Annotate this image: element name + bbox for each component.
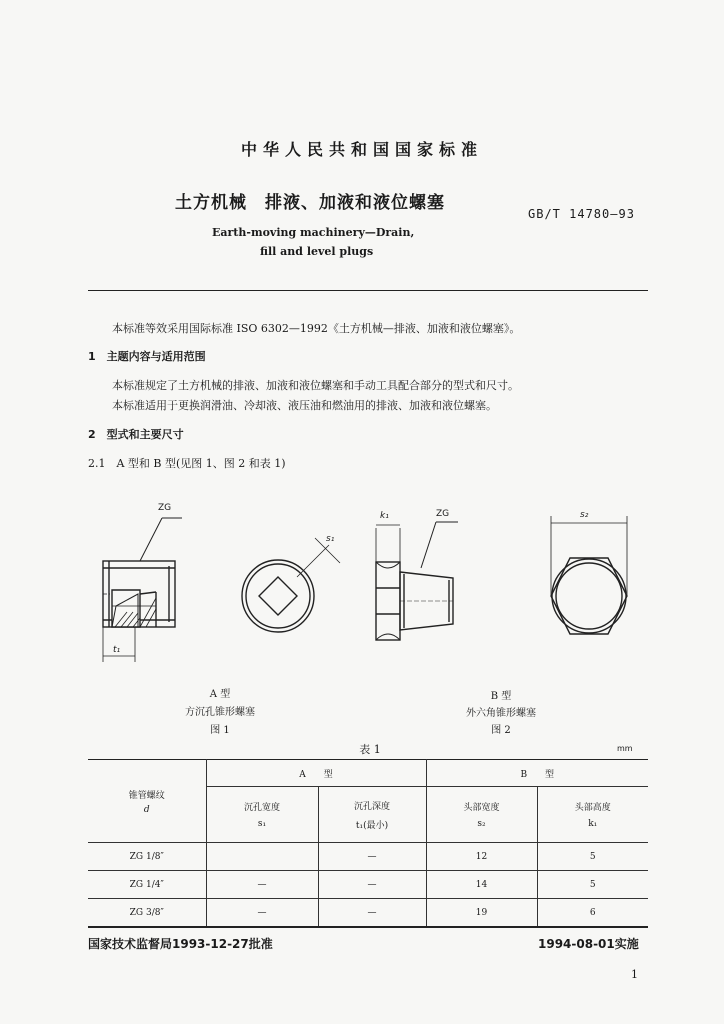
national-standard-header: 中华人民共和国国家标准 — [240, 140, 483, 159]
standard-code: GB/T 14780—93 — [528, 207, 635, 221]
type-b-group-header: B 型 — [426, 760, 648, 787]
fig2-side-view — [376, 522, 458, 640]
cell-counterbore-depth: — — [318, 843, 426, 871]
table-row — [88, 871, 648, 899]
page-number: 1 — [631, 968, 638, 981]
cell-counterbore-depth: — — [318, 871, 426, 899]
cell-counterbore-width — [206, 843, 318, 871]
fig1-end-view — [242, 538, 340, 632]
type-a-group-header: A 型 — [206, 760, 426, 787]
thread-column-header — [88, 760, 206, 843]
fig1-zg-label: ZG — [158, 503, 172, 513]
document-title: 土方机械 排液、加液和液位螺塞 — [175, 193, 445, 213]
fig1-number-caption: 图 1 — [210, 725, 230, 736]
fig2-number-caption: 图 2 — [491, 725, 511, 736]
section1-paragraph1: 本标准规定了土方机械的排液、加液和液位螺塞和手动工具配合部分的型式和尺寸。 — [112, 379, 519, 392]
cell-counterbore-depth: — — [318, 899, 426, 927]
counterbore-depth-label: 沉孔深度 — [353, 801, 390, 812]
cell-head-width: 12 — [426, 843, 537, 871]
table-unit: mm — [617, 744, 633, 753]
fig1-t1-label: t₁ — [113, 645, 121, 655]
cell-head-height: 5 — [537, 843, 648, 871]
cell-thread: ZG 3/8″ — [88, 899, 206, 927]
head-height-symbol: k₁ — [588, 819, 598, 829]
cell-head-height: 5 — [537, 871, 648, 899]
fig1-s1-label: s₁ — [326, 534, 335, 544]
table-header-row-1 — [88, 760, 648, 787]
effective-date: 1994-08-01实施 — [538, 937, 639, 951]
fig1-side-view — [103, 518, 182, 662]
col-header-counterbore-depth — [318, 787, 426, 843]
fig2-s2-label: s₂ — [580, 510, 589, 520]
section1-heading: 1 主题内容与适用范围 — [88, 350, 206, 363]
fig2-type-caption: B 型 — [490, 691, 512, 702]
fig1-type-caption: A 型 — [209, 689, 231, 700]
section2-heading: 2 型式和主要尺寸 — [88, 428, 184, 441]
head-width-label: 头部宽度 — [463, 803, 500, 813]
table-row — [88, 843, 648, 871]
section2-subheading: 2.1 A 型和 B 型(见图 1、图 2 和表 1) — [88, 457, 286, 470]
fig2-end-view — [551, 516, 627, 634]
counterbore-width-symbol: s₁ — [257, 819, 267, 829]
fig2-k1-label: k₁ — [380, 511, 389, 521]
section1-paragraph2: 本标准适用于更换润滑油、冷却液、液压油和燃油用的排液、加液和液位螺塞。 — [112, 399, 497, 412]
english-title-line1: Earth-moving machinery—Drain, — [212, 226, 415, 239]
col-header-head-height — [537, 787, 648, 843]
counterbore-width-label: 沉孔宽度 — [243, 803, 280, 813]
cell-thread: ZG 1/4″ — [88, 871, 206, 899]
fig1-name-caption: 方沉孔锥形螺塞 — [185, 707, 255, 718]
col-header-head-width — [426, 787, 537, 843]
cell-thread: ZG 1/8″ — [88, 843, 206, 871]
cell-head-width: 19 — [426, 899, 537, 927]
cell-counterbore-width: — — [206, 899, 318, 927]
english-title-line2: fill and level plugs — [260, 245, 374, 258]
counterbore-depth-symbol: t₁(最小) — [355, 820, 389, 831]
cell-counterbore-width: — — [206, 871, 318, 899]
col-header-counterbore-width — [206, 787, 318, 843]
fig2-name-caption: 外六角锥形螺塞 — [466, 708, 536, 719]
head-height-label: 头部高度 — [574, 803, 611, 813]
dimensions-table — [88, 759, 648, 927]
head-width-symbol: s₂ — [477, 819, 486, 829]
intro-paragraph: 本标准等效采用国际标准 ISO 6302—1992《土方机械—排液、加液和液位螺塞》。 — [112, 322, 521, 335]
fig2-zg-label: ZG — [436, 509, 450, 519]
approval-date: 国家技术监督局1993-12-27批准 — [88, 937, 273, 951]
footer-rule — [88, 927, 648, 928]
table-caption: 表 1 — [359, 743, 381, 756]
cell-head-height: 6 — [537, 899, 648, 927]
thread-header-label: 锥管螺纹 — [128, 790, 165, 801]
cell-head-width: 14 — [426, 871, 537, 899]
thread-header-symbol: d — [143, 804, 150, 815]
table-row — [88, 899, 648, 927]
